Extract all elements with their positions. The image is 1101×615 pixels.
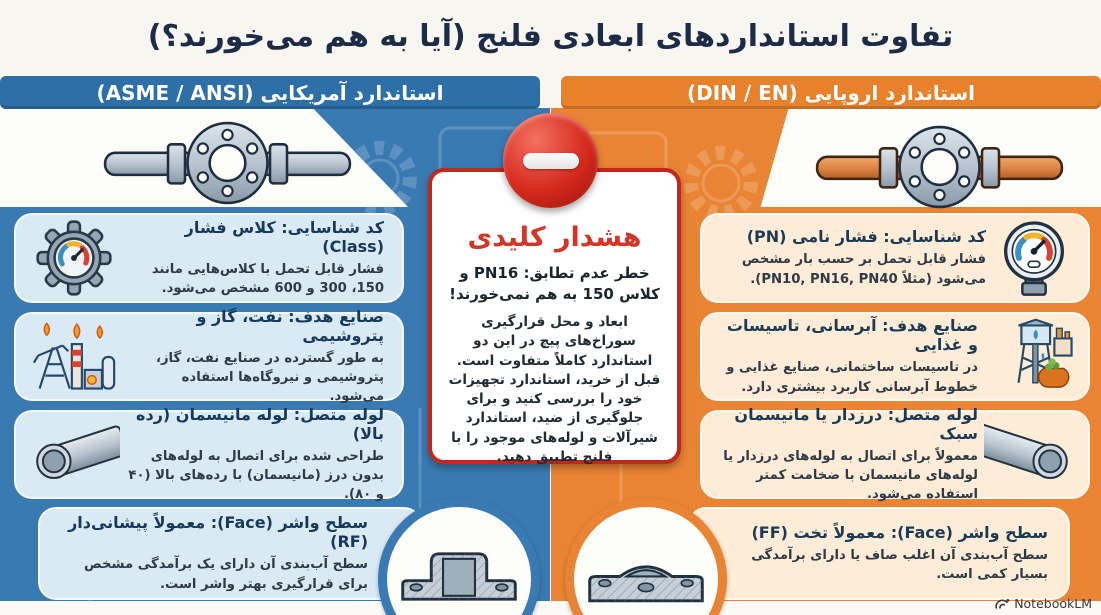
card-asme-connected-pipe (14, 404, 404, 503)
oil-industry-icon (28, 318, 120, 396)
warning-body: ابعاد و محل قرارگیری سوراخ‌های پیچ در این دو استاندارد کاملاً متفاوت است. قبل از خرید، استاندارد تجهیزات خود را بررسی کنید و برای جلوگیری از ضید، استاندارد شیرآلات و لوله‌های موجود را با فلنج تطبیق دهید. (448, 314, 661, 466)
card-din-gasket-face (688, 507, 1070, 600)
header-european-label: استاندارد اروپایی (DIN / EN) (686, 80, 976, 105)
card-title: کد شناسایی: کلاس فشار (Class) (184, 217, 384, 256)
water-industry-icon (984, 318, 1076, 396)
warning-lead: خطر عدم تطابق: PN16 و کلاس 150 به هم نمی‌خورند! (449, 264, 660, 303)
no-entry-icon (503, 113, 598, 208)
header-european-standard (561, 76, 1101, 109)
card-title: لوله متصل: درزدار یا مانیسمان سبک (734, 404, 978, 443)
no-entry-bar (523, 153, 579, 169)
card-title: لوله متصل: لوله مانیسمان (رده بالا) (136, 404, 384, 443)
card-body: به طور گسترده در صنایع نفت، گاز، پتروشیمی و نیروگاه‌ها استفاده می‌شود. (155, 350, 384, 405)
card-asme-gasket-face (38, 507, 422, 600)
header-american-standard (0, 76, 540, 109)
card-title: صنایع هدف: آبرسانی، تاسیسات و غذایی (726, 316, 978, 355)
title-band (0, 0, 1101, 72)
card-din-pn-rating (700, 213, 1090, 303)
warning-title: هشدار کلیدی (467, 222, 642, 253)
card-body: معمولاً برای اتصال به لوله‌های درزدار یا لوله‌های مانیسمان با ضخامت کمتر استفاده می‌شود. (723, 448, 978, 503)
page-title: تفاوت استانداردهای ابعادی فلنج (آیا به هم می‌خورند؟) (147, 18, 954, 54)
card-din-industries (700, 312, 1090, 401)
card-title: سطح واشر (Face): معمولاً پیشانی‌دار (RF) (68, 513, 368, 552)
card-din-connected-pipe (700, 404, 1090, 503)
flange-pipe-illustration-steel (100, 120, 355, 206)
welded-pipe-icon (984, 417, 1076, 493)
seamless-pipe-icon (28, 417, 120, 493)
watermark-label: NotebookLM (1014, 596, 1092, 611)
watermark (995, 596, 1092, 611)
card-body: سطح آب‌بندی آن دارای یک برآمدگی مشخص برای قرارگیری بهتر واشر است. (84, 557, 368, 592)
card-asme-industries (14, 306, 404, 405)
header-american-label: استاندارد آمریکایی (ASME / ANSI) (96, 80, 444, 105)
key-warning-card (428, 168, 681, 464)
card-body: فشار قابل تحمل با کلاس‌هایی مانند 150، 300 و 600 مشخص می‌شود. (151, 261, 384, 296)
card-body: طراحی شده برای اتصال به لوله‌های بدون درز (مانیسمان) با رده‌های بالا (۴۰ و ۸۰). (128, 448, 384, 503)
notebooklm-logo-icon (995, 597, 1010, 610)
card-body: سطح آب‌بندی آن اغلب صاف یا دارای برآمدگی بسیار کمی است. (751, 547, 1048, 582)
card-body: فشار قابل تحمل بر حسب بار مشخص می‌شود (مثلاً PN10, PN16, PN40). (741, 252, 986, 287)
card-body: در تاسیسات ساختمانی، صنایع غذایی و خطوط آبرسانی کاربرد بیشتری دارد. (726, 360, 978, 395)
card-asme-pressure-class (14, 213, 404, 303)
bottom-strip (0, 601, 1101, 615)
card-title: صنایع هدف: نفت، گاز و پتروشیمی (196, 306, 384, 345)
card-title: سطح واشر (Face): معمولاً تخت (FF) (751, 522, 1048, 542)
gear-gauge-icon (28, 220, 120, 296)
flange-pipe-illustration-copper (812, 124, 1067, 210)
pressure-gauge-icon (992, 218, 1076, 298)
card-title: کد شناسایی: فشار نامی (PN) (746, 227, 986, 247)
